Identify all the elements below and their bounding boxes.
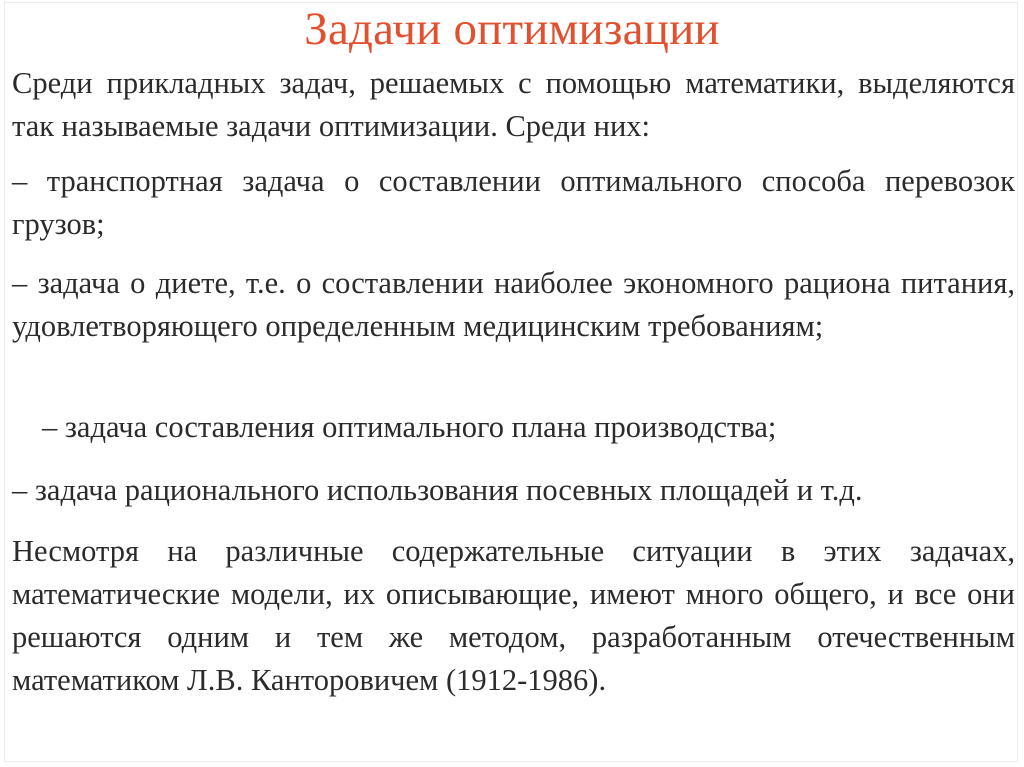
conclusion-paragraph: Несмотря на различные содержательные ситуации в этих задачах, математические модели, их описывающие, имеют много общего, и все они решаются одним и тем же методом, разработанным отечественным математиком Л.В. Канторовичем (1912-1986). (12, 534, 1015, 697)
list-item-production-plan: – задача составления оптимального плана производства; (42, 410, 777, 444)
list-item-crop-areas: – задача рационального использования посевных площадей и т.д. (12, 473, 863, 507)
intro-paragraph: Среди прикладных задач, решаемых с помощью математики, выделяются так называемые задачи оптимизации. Среди них: (12, 66, 1015, 143)
list-item-diet: – задача о диете, т.е. о составлении наиболее экономного рациона питания, удовлетворяющего определенным медицинским требованиям; (12, 266, 1015, 343)
list-item-transport: – транспортная задача о составлении оптимального способа перевозок грузов; (12, 164, 1015, 241)
slide-title: Задачи оптимизации (304, 3, 720, 55)
